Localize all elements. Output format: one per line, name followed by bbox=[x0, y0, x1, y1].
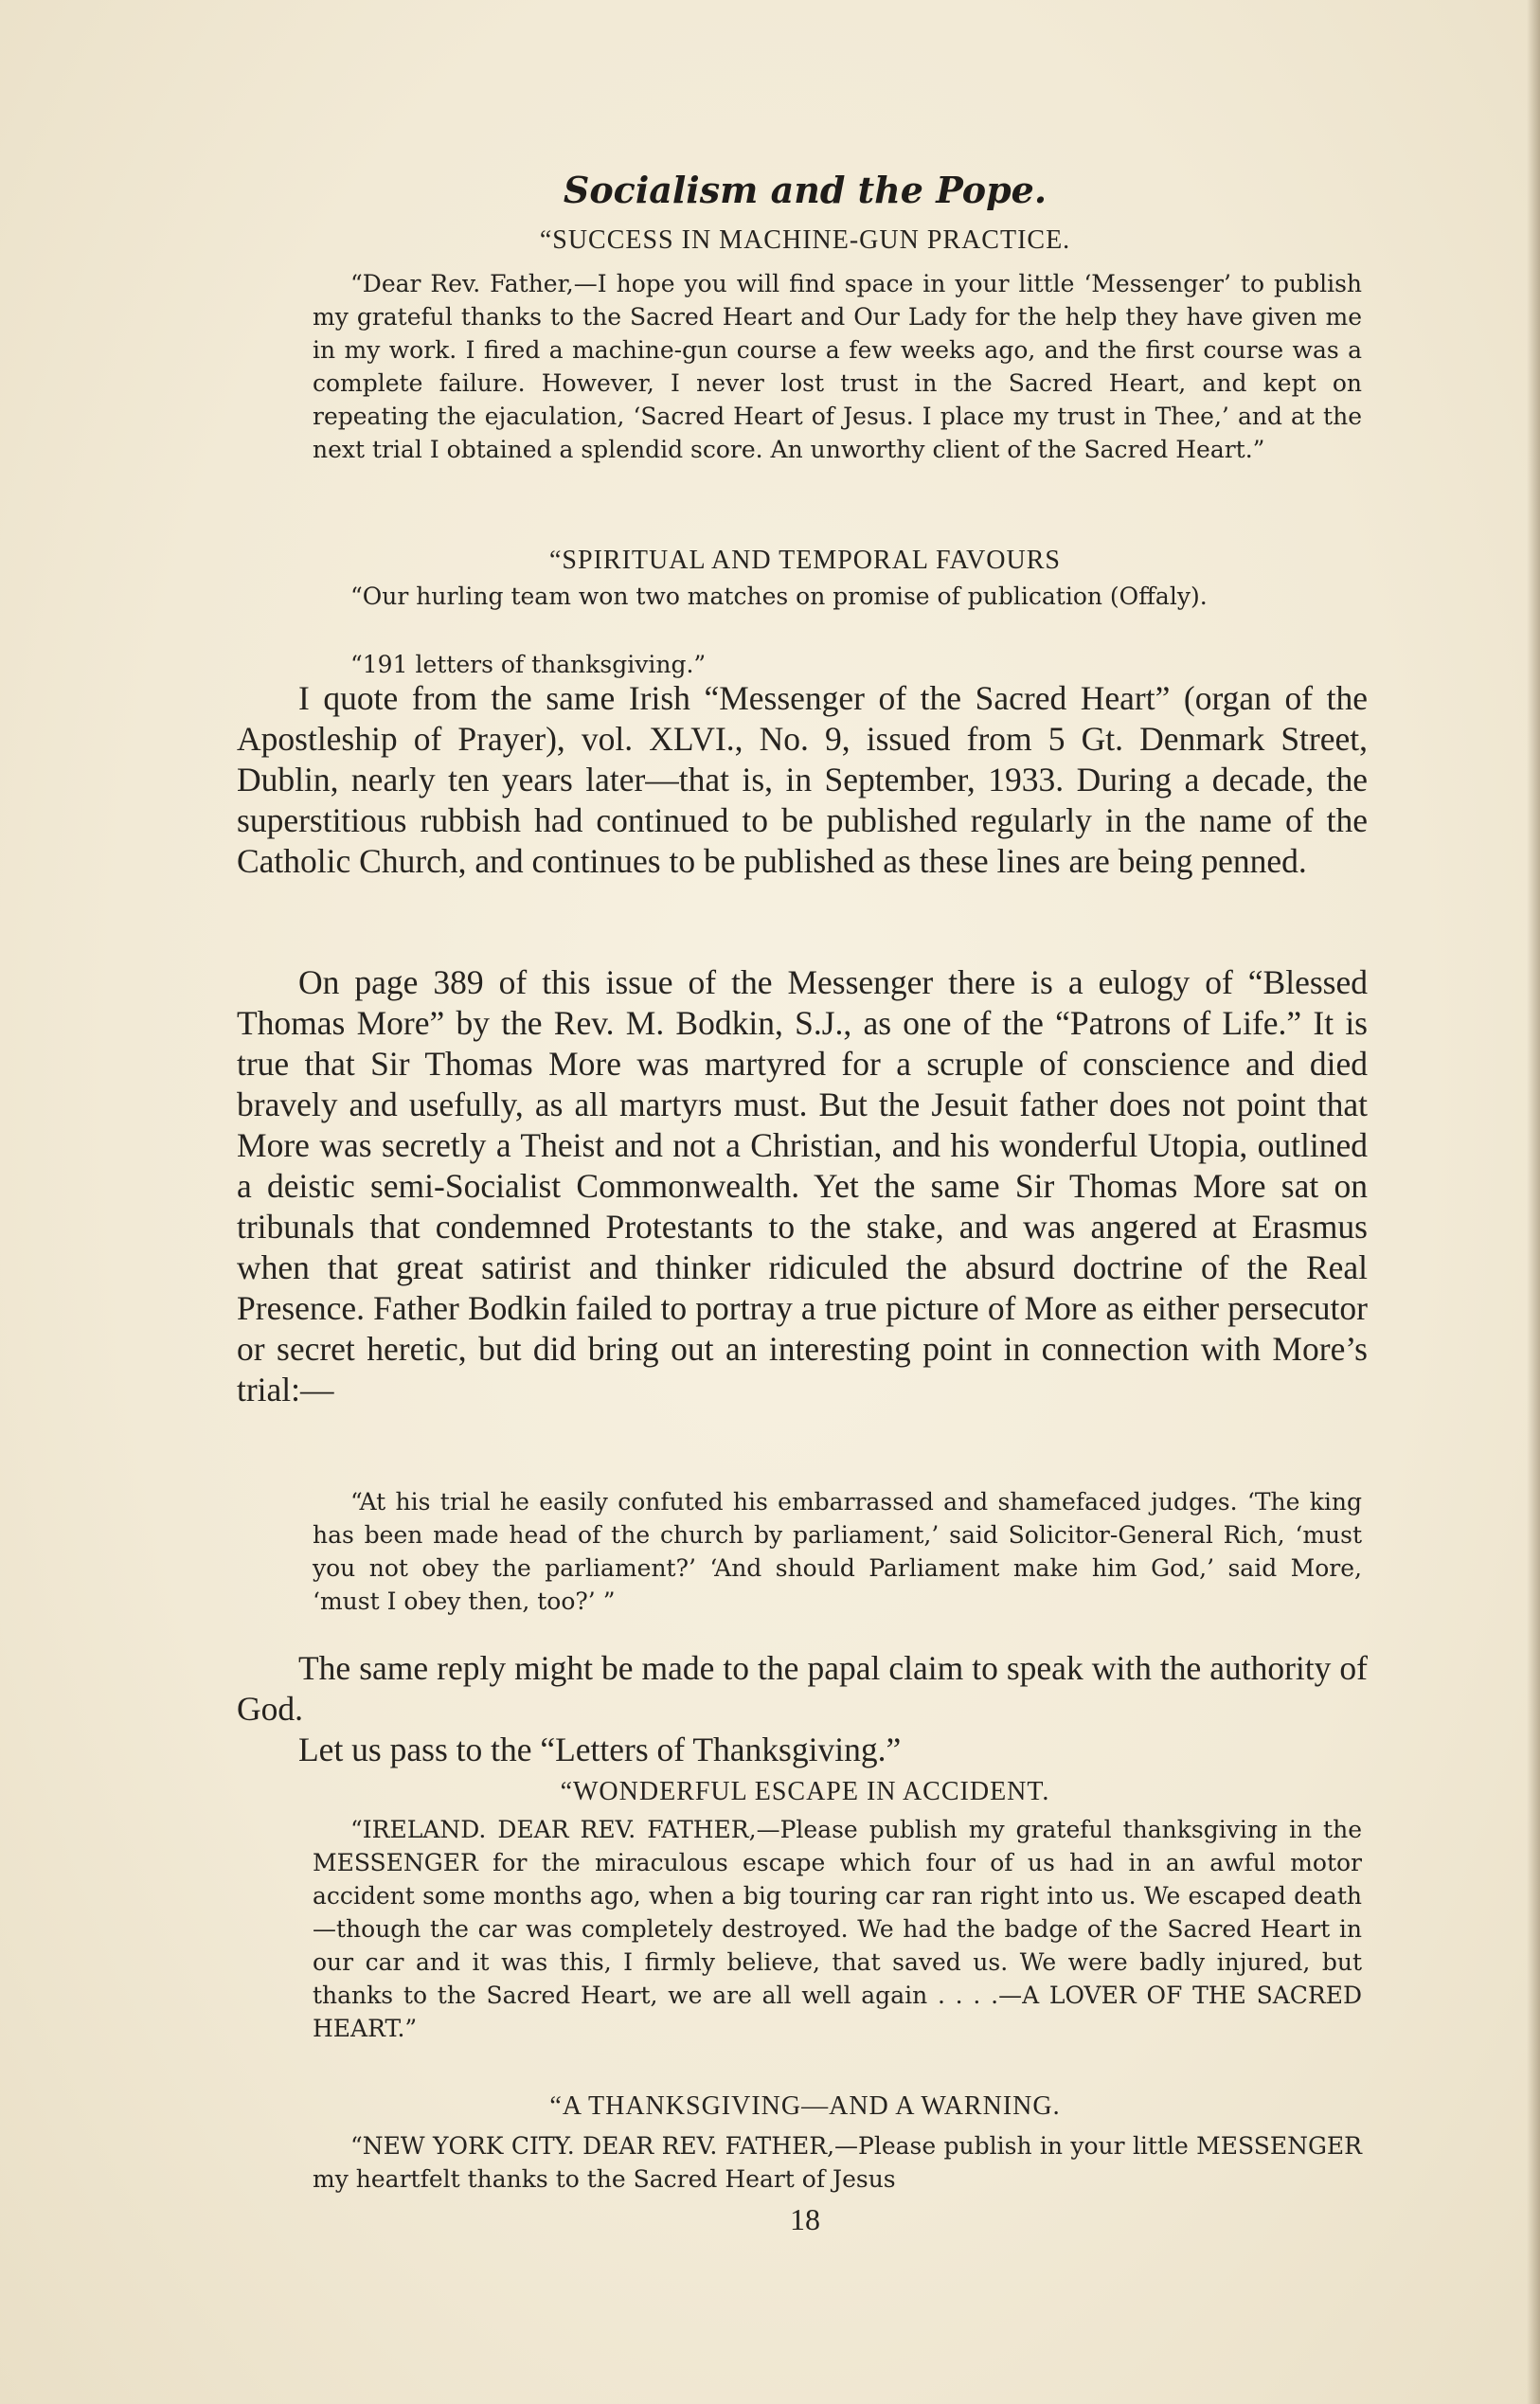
body-paragraph-reply: The same reply might be made to the papal claim to speak with the authority of God. bbox=[237, 1649, 1368, 1728]
quote-more-trial: “At his trial he easily confuted his embarrassed and shamefaced judges. ‘The king has been made head of the church by parliament,’ said Solicitor-General Rich, ‘must you not obey the parliament?’ ‘And should Parliament make him God,’ said More, ‘must I obey then, too?’ ” bbox=[313, 1488, 1362, 1615]
body-paragraph-letters: Let us pass to the “Letters of Thanksgiving.” bbox=[298, 1731, 902, 1768]
letter-count: “191 letters of thanksgiving.” bbox=[350, 651, 707, 678]
letter-hurling: “Our hurling team won two matches on promise of publication (Offaly). bbox=[350, 583, 1208, 610]
letter-heading-machine-gun: “SUCCESS IN MACHINE-GUN PRACTICE. bbox=[539, 225, 1071, 255]
letter-escape: “IRELAND. DEAR REV. FATHER,—Please publish my grateful thanksgiving in the MESSENGER for the miraculous escape which four of us had in an awful motor accident some months ago, when a big touring car ran right into us. We escaped death—though the car was completely destroyed. We had the badge of the Sacred Heart in our car and it was this, I firmly believe, that saved us. We were badly injured, but thanks to the Sacred Heart, we are all well again . . . .—A LOVER OF THE SACRED HEART.” bbox=[313, 1816, 1362, 2042]
page-title: Socialism and the Pope. bbox=[563, 169, 1048, 211]
body-paragraph-thomas-more: On page 389 of this issue of the Messenger there is a eulogy of “Blessed Thomas More” by the Rev. M. Bodkin, S.J., as one of the “Patrons of Life.” It is true that Sir Thomas More was martyred for a scruple of conscience and died bravely and usefully, as all martyrs must. But the Jesuit father does not point that More was secretly a Theist and not a Christian, and his wonderful Utopia, outlined a deistic semi-Socialist Commonwealth. Yet the same Sir Thomas More sat on tribunals that condemned Protestants to the stake, and was angered at Erasmus when that great satirist and thinker ridiculed the absurd doctrine of the Real Presence. Father Bodkin failed to portray a true picture of More as either persecutor or secret heretic, but did bring out an interesting point in connection with More’s trial:— bbox=[237, 963, 1368, 1408]
body-paragraph-messenger: I quote from the same Irish “Messenger of the Sacred Heart” (organ of the Apostleship of Prayer), vol. XLVI., No. 9, issued from 5 Gt. Denmark Street, Dublin, nearly ten years later—that is, in September, 1933. During a decade, the superstitious rubbish had continued to be published regularly in the name of the Catholic Church, and continues to be published as these lines are being penned. bbox=[237, 679, 1368, 880]
page-number: 18 bbox=[790, 2202, 820, 2236]
letter-new-york: “NEW YORK CITY. DEAR REV. FATHER,—Please publish in your little MESSENGER my heartfelt thanks to the Sacred Heart of Jesus bbox=[313, 2132, 1362, 2193]
letter-heading-warning: “A THANKSGIVING—AND A WARNING. bbox=[549, 2091, 1061, 2121]
letter-heading-favours: “SPIRITUAL AND TEMPORAL FAVOURS bbox=[549, 546, 1061, 575]
letter-machine-gun: “Dear Rev. Father,—I hope you will find space in your little ‘Messenger’ to publish my grateful thanks to the Sacred Heart and Our Lady for the help they have given me in my work. I fired a machine-gun course a few weeks ago, and the first course was a complete failure. However, I never lost trust in the Sacred Heart, and kept on repeating the ejaculation, ‘Sacred Heart of Jesus. I place my trust in Thee,’ and at the next trial I obtained a splendid score. An unworthy client of the Sacred Heart.” bbox=[313, 270, 1362, 463]
letter-heading-escape: “WONDERFUL ESCAPE IN ACCIDENT. bbox=[560, 1777, 1050, 1806]
